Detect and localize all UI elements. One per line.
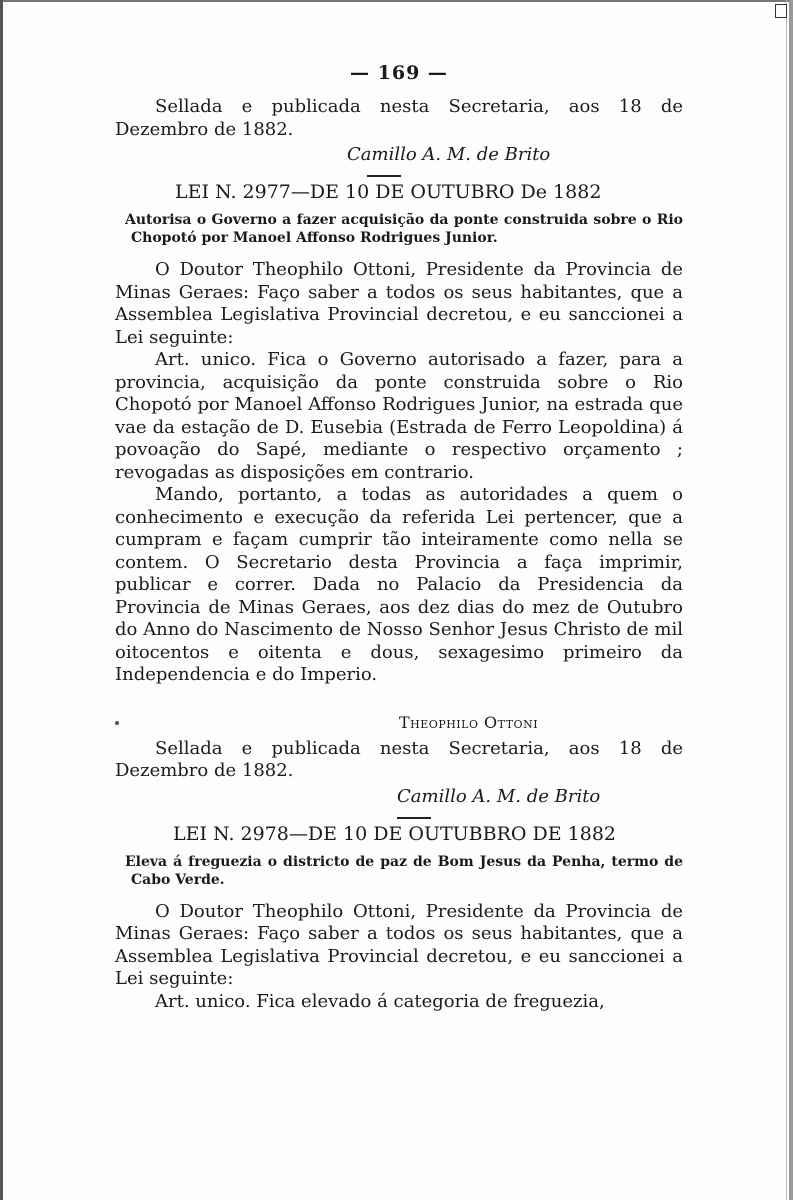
- bullet-mark: [115, 721, 119, 725]
- scan-edge-right-inner: [786, 0, 787, 1200]
- publication-note: Sellada e publicada nesta Secretaria, aos 18 de Dezembro de 1882.: [115, 737, 683, 781]
- law-article: Art. unico. Fica o Governo autorisado a fazer, para a provincia, acquisição da ponte construida sobre o Rio Chopotó por Manoel Affonso Rodrigues Junior, na estrada que vae da estação de D. Eusebia (Estrada de Ferro Leopoldina) á povoação do Sapé, mediante o respectivo orçamento ; revogadas as disposições em contrario.: [115, 349, 683, 483]
- law-summary: Eleva á freguezia o districto de paz de Bom Jesus da Penha, termo de Cabo Verde.: [125, 853, 683, 888]
- text-column: [115, 62, 683, 1013]
- corner-mark: [775, 4, 787, 18]
- secretary-signature: Camillo A. M. de Brito: [397, 785, 601, 807]
- law-title: LEI N. 2978—DE 10 DE OUTUBBRO DE 1882: [173, 822, 616, 845]
- signatory-name: Theophilo Ottoni: [399, 712, 539, 732]
- page-number: — 169 —: [350, 62, 448, 84]
- publication-note: Sellada e publicada nesta Secretaria, aos 18 de Dezembro de 1882.: [115, 96, 683, 140]
- signatory-line: [115, 713, 683, 732]
- section-divider: [397, 817, 431, 819]
- section-divider: [367, 175, 401, 177]
- law-article: Art. unico. Fica elevado á categoria de freguezia,: [155, 990, 605, 1012]
- secretary-signature: Camillo A. M. de Brito: [347, 144, 551, 165]
- scan-edge-right: [789, 0, 793, 1200]
- law-mandate: Mando, portanto, a todas as autoridades a quem o conhecimento e execução da referida Lei pertencer, que a cumpram e façam cumprir tão inteiramente como nella se contem. O Secretario desta Provincia a faça imprimir, publicar e correr. Dada no Palacio da Presidencia da Provincia de Minas Geraes, aos dez dias do mez de Outubro do Anno do Nascimento de Nosso Senhor Jesus Christo de mil oitocentos e oitenta e dous, sexagesimo primeiro da Independencia e do Imperio.: [115, 484, 683, 685]
- law-preamble: O Doutor Theophilo Ottoni, Presidente da Provincia de Minas Geraes: Faço saber a todos os seus habitantes, que a Assemblea Legislativa Provincial decretou, e eu sanccionei a Lei seguinte:: [115, 900, 683, 989]
- law-title: LEI N. 2977—DE 10 DE OUTUBRO De 1882: [175, 181, 602, 203]
- scan-edge-top: [0, 0, 793, 2]
- law-summary: Autorisa o Governo a fazer acquisição da ponte construida sobre o Rio Chopotó por Manoel Affonso Rodrigues Junior.: [125, 212, 683, 246]
- law-preamble: O Doutor Theophilo Ottoni, Presidente da Provincia de Minas Geraes: Faço saber a todos os seus habitantes, que a Assemblea Legislativa Provincial decretou, e eu sanccionei a Lei seguinte:: [115, 259, 683, 348]
- scan-edge-left: [0, 0, 3, 1200]
